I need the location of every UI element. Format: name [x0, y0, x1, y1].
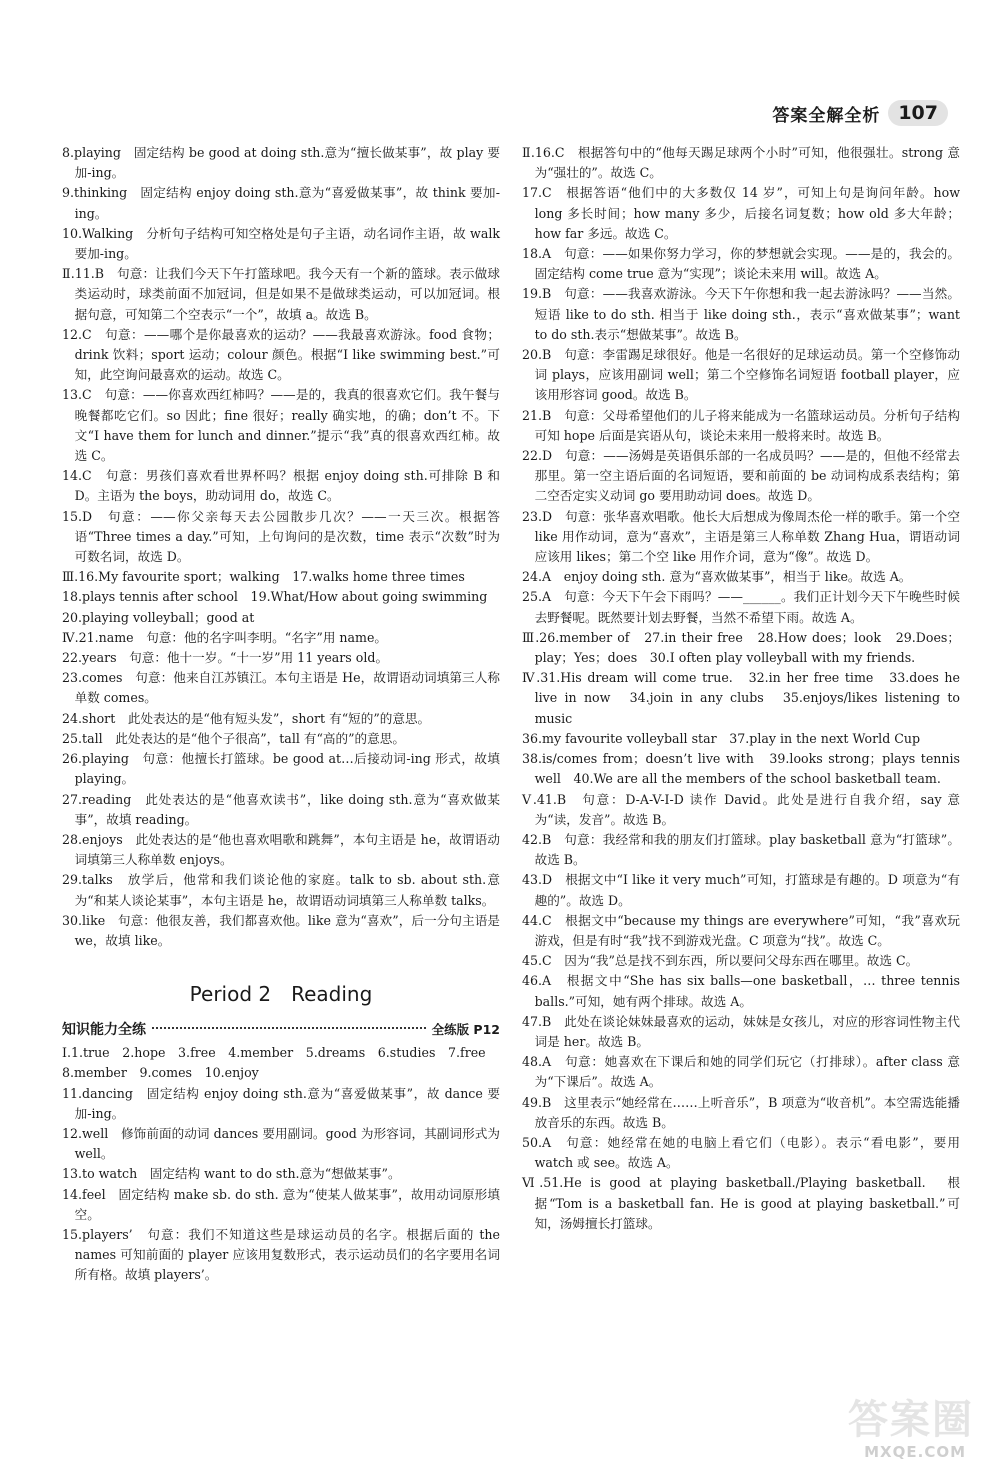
answer-item: 25.tall 此处表达的是“他个子很高”，tall 有“高的”的意思。: [62, 730, 405, 746]
answer-item: 8.playing 固定结构 be good at doing sth.意为“擅长做某事”，故 play 要加-ing。: [62, 145, 500, 181]
answer-item: 23.comes 句意：他来自江苏镇江。本句主语是 He，故谓语动词填第三人称单数 comes。: [62, 670, 500, 706]
answer-item: 22.years 句意：他十一岁。“十一岁”用 11 years old。: [62, 650, 389, 666]
answer-item: 26.playing 句意：他擅长打篮球。be good at…后接动词-ing 形式，故填 playing。: [62, 751, 500, 787]
answer-item: 30.like 句意：他很友善，我们都喜欢他。like 意为“喜欢”，后一分句主语是 we，故填 like。: [62, 912, 500, 948]
answer-item: Ⅳ.31.His dream will come true. 32.in her free time 33.does he live in now 34.join in any clubs 35.enjoys/likes listening to music: [522, 670, 960, 726]
subheading-title: 知识能力全练: [62, 1022, 146, 1039]
answer-item: 43.D 根据文中“I like it very much”可知，打篮球是有趣的。D 项意为“有趣的”。故选 D。: [522, 872, 960, 908]
answer-item: 11.dancing 固定结构 enjoy doing sth.意为“喜爱做某事”，故 dance 要加-ing。: [62, 1085, 500, 1121]
answer-item: 36.my favourite volleyball star 37.play in the next World Cup: [522, 730, 921, 746]
answer-item: 20.playing volleyball；good at: [62, 609, 255, 625]
answer-item: 8.member 9.comes 10.enjoy: [62, 1065, 259, 1081]
answer-item: Ⅱ.11.B 句意：让我们今天下午打篮球吧。我今天有一个新的篮球。表示做球类运动时，球类前面不加冠词，但是如果不是做球类运动，可以加冠词。根据句意，可知第二个空表示“一个”，故填 a。故选 B。: [62, 266, 500, 322]
answer-item: Ⅲ.26.member of 27.in their free 28.How does；look 29.Does；play；Yes；does 30.I often play volleyball with my friends.: [522, 629, 960, 666]
answer-item: Ⅱ.16.C 根据答句中的“他每天踢足球两个小时”可知，他很强壮。strong 意为“强壮的”。故选 C。: [522, 145, 960, 181]
answer-item: 12.well 修饰前面的动词 dances 要用副词。good 为形容词，其副词形式为 well。: [62, 1125, 500, 1162]
answer-item: 48.A 句意：她喜欢在下课后和她的同学们玩它（打排球）。after class 意为“下课后”。故选 A。: [522, 1054, 960, 1090]
answer-item: Ⅲ.16.My favourite sport；walking 17.walks home three times: [62, 569, 465, 585]
answer-item: 13.C 句意：——你喜欢西红柿吗？——是的，我真的很喜欢它们。我午餐与晚餐都吃它们。so 因此；fine 很好；really 确实地，的确；don’t 不。下文“I have them for lunch and dinner.”提示“我”真的很喜欢西红柿。故选 C。: [62, 387, 500, 464]
page-header: [772, 100, 948, 126]
watermark-url: MXQE.COM: [864, 1443, 966, 1461]
answer-item: 38.is/comes from；doesn’t live with 39.looks strong；plays tennis well 40.We are all the members of the school basketball team.: [522, 751, 960, 787]
answer-item: 18.plays tennis after school 19.What/How about going swimming: [62, 589, 488, 605]
answer-item: 14.feel 固定结构 make sb. do sth. 意为“使某人做某事”，故用动词原形填空。: [62, 1186, 500, 1222]
subheading-edition: 全练版 P12: [431, 1022, 500, 1038]
answer-item: Ⅳ.21.name 句意：他的名字叫李明。“名字”用 name。: [62, 629, 388, 645]
answer-item: 49.B 这里表示“她经常在……上听音乐”，B 项意为“收音机”。本空需选能播放音乐的东西。故选 B。: [522, 1094, 960, 1130]
answer-item: 29.talks 放学后，他常和我们谈论他的家庭。talk to sb. about sth.意为“和某人谈论某事”，本句主语是 he，故谓语动词填第三人称单数 talks。: [62, 872, 500, 908]
answer-item: 10.Walking 分析句子结构可知空格处是句子主语，动名词作主语，故 walk 要加-ing。: [62, 225, 500, 262]
answer-item: 23.D 句意：张华喜欢唱歌。他长大后想成为像周杰伦一样的歌手。第一个空 like 用作动词，意为“喜欢”，主语是第三人称单数 Zhang Hua，谓语动词应该用 likes；第二个空 like 用作介词，意为“像”。故选 D。: [522, 508, 960, 565]
answer-item: 9.thinking 固定结构 enjoy doing sth.意为“喜爱做某事”，故 think 要加-ing。: [62, 185, 500, 221]
dotted-leader: [152, 1026, 426, 1029]
answer-item: 20.B 句意：李雷踢足球很好。他是一名很好的足球运动员。第一个空修饰动词 plays，应该用副词 well；第二个空修饰名词短语 football player，应该用形容词 good。故选 B。: [522, 347, 960, 403]
section-subheading: [62, 1019, 500, 1041]
left-column: [62, 143, 500, 1286]
answer-item: 22.D 句意：——汤姆是英语俱乐部的一名成员吗？——是的，但他不经常去那里。第一空主语后面的名词短语，要和前面的 be 动词构成系表结构；第二空否定实义动词 go 要用助动词 does。故选 D。: [522, 448, 960, 504]
right-column: [522, 143, 960, 1234]
answer-item: Ⅵ.51.He is good at playing basketball./Playing basketball. 根据“Tom is a basketball fan. He is good at playing basketball.”可知，汤姆擅长打篮球。: [522, 1175, 960, 1231]
answer-item: 15.D 句意：——你父亲每天去公园散步几次？——一天三次。根据答语“Three times a day.”可知，上句询问的是次数，time 表示“次数”时为可数名词，故选 D。: [62, 508, 500, 565]
section-title: Period 2 Reading: [189, 982, 373, 1007]
answer-item: Ⅴ.41.B 句意：D-A-V-I-D 读作 David。此处是进行自我介绍，say 意为“读，发音”。故选 B。: [522, 791, 960, 827]
answer-item: Ⅰ.1.true 2.hope 3.free 4.member 5.dreams 6.studies 7.free: [62, 1045, 486, 1061]
watermark-logo: 答案圈: [848, 1397, 974, 1443]
answer-item: 47.B 此处在谈论妹妹最喜欢的运动，妹妹是女孩儿，对应的形容词性物主代词是 her。故选 B。: [522, 1013, 960, 1049]
answer-item: 24.A enjoy doing sth. 意为“喜欢做某事”，相当于 like。故选 A。: [522, 569, 912, 585]
answer-item: 24.short 此处表达的是“他有短头发”，short 有“短的”的意思。: [62, 710, 431, 726]
answer-item: 44.C 根据文中“because my things are everywhere”可知，“我”喜欢玩游戏，但是有时“我”找不到游戏光盘。C 项意为“找”。故选 C。: [522, 912, 960, 948]
answer-item: 19.B 句意：——我喜欢游泳。今天下午你想和我一起去游泳吗？——当然。短语 like to do sth. 相当于 like doing sth.，表示“喜欢做某事”；want to do sth.表示“想做某事”。故选 B。: [522, 286, 960, 342]
answer-item: 50.A 句意：她经常在她的电脑上看它们（电影）。表示“看电影”，要用 watch 或 see。故选 A。: [522, 1134, 960, 1171]
answer-item: 28.enjoys 此处表达的是“他也喜欢唱歌和跳舞”，本句主语是 he，故谓语动词填第三人称单数 enjoys。: [62, 831, 500, 868]
answer-item: 27.reading 此处表达的是“他喜欢读书”，like doing sth.意为“喜欢做某事”，故填 reading。: [62, 791, 500, 827]
answer-item: 17.C 根据答语“他们中的大多数仅 14 岁”，可知上句是询问年龄。how long 多长时间；how many 多少，后接名词复数；how old 多大年龄；how far 多远。故选 C。: [522, 185, 960, 241]
answer-item: 21.B 句意：父母希望他们的儿子将来能成为一名篮球运动员。分析句子结构可知 hope 后面是宾语从句，谈论未来用一般将来时。故选 B。: [522, 407, 960, 443]
answer-item: 12.C 句意：——哪个是你最喜欢的运动？——我最喜欢游泳。food 食物；drink 饮料；sport 运动；colour 颜色。根据“I like swimming best.”可知，此空询问最喜欢的运动。故选 C。: [62, 326, 500, 383]
answer-item: 46.A 根据文中“She has six balls—one basketball，… three tennis balls.”可知，她有两个排球。故选 A。: [522, 973, 960, 1009]
answer-item: 14.C 句意：男孩们喜欢看世界杯吗？根据 enjoy doing sth.可排除 B 和 D。主语为 the boys，助动词用 do，故选 C。: [62, 468, 500, 504]
answer-item: 18.A 句意：——如果你努力学习，你的梦想就会实现。——是的，我会的。固定结构 come true 意为“实现”；谈论未来用 will。故选 A。: [522, 246, 960, 282]
answer-item: 15.players’ 句意：我们不知道这些是球运动员的名字。根据后面的 the names 可知前面的 player 应该用复数形式，表示运动员们的名字要用名词所有格。故填 players’。: [62, 1226, 500, 1283]
answer-item: 13.to watch 固定结构 want to do sth.意为“想做某事”。: [62, 1166, 401, 1182]
answer-item: 42.B 句意：我经常和我的朋友们打篮球。play basketball 意为“打篮球”。故选 B。: [522, 831, 960, 868]
page-number: 107: [888, 100, 948, 126]
header-title: 答案全解全析: [772, 105, 881, 126]
answer-item: 25.A 句意：今天下午会下雨吗？——______。我们正计划今天下午晚些时候去野餐呢。既然要计划去野餐，当然不希望下雨。故选 A。: [522, 589, 960, 625]
answer-item: 45.C 因为“我”总是找不到东西，所以要问父母东西在哪里。故选 C。: [522, 953, 919, 969]
